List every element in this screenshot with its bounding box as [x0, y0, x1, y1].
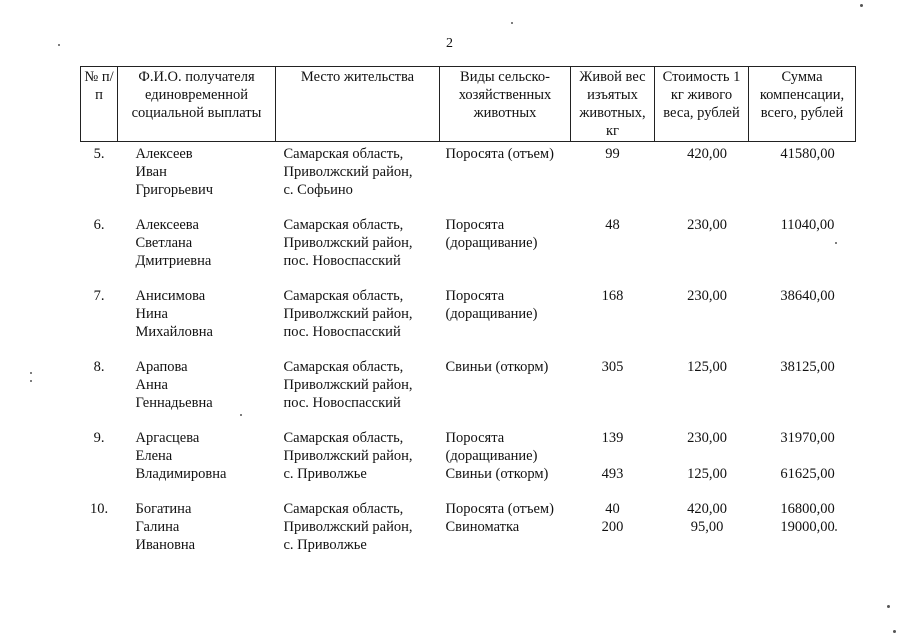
live-weight-line — [574, 447, 652, 465]
cost-per-kg-cell — [655, 358, 749, 429]
recipient-name-line: Геннадьевна — [135, 395, 213, 411]
live-weight-cell — [571, 216, 655, 287]
residence-line: Самарская область, — [283, 501, 404, 517]
row-number-text: 9. — [93, 430, 105, 446]
row-number-cell — [81, 429, 118, 500]
header-number: № п/п — [81, 67, 118, 142]
residence-line: пос. Новоспасский — [283, 253, 401, 269]
compensation-sum-line — [763, 447, 853, 465]
table-row — [81, 500, 856, 571]
recipient-name-line: Дмитриевна — [135, 253, 212, 269]
cost-per-kg-cell — [655, 287, 749, 358]
recipient-name-cell — [118, 142, 276, 217]
residence-line: Самарская область, — [283, 288, 404, 304]
residence-cell — [276, 142, 440, 217]
recipient-name-line: Богатина — [135, 501, 192, 517]
scan-speck — [511, 22, 513, 24]
animal-type-cell — [440, 142, 571, 217]
cost-per-kg-cell — [655, 500, 749, 571]
recipient-name-line: Алексеева — [135, 217, 199, 233]
live-weight-line: 493 — [601, 466, 624, 482]
residence-line: с. Софьино — [283, 182, 353, 198]
recipient-name-line: Аргасцева — [135, 430, 200, 446]
residence-line: Приволжский район, — [283, 519, 413, 535]
recipient-name-cell — [118, 500, 276, 571]
live-weight-cell — [571, 142, 655, 217]
live-weight-cell — [571, 429, 655, 500]
scan-speck — [58, 44, 60, 46]
header-recipient-name: Ф.И.О. получателя единовременной социальной выплаты — [118, 67, 276, 142]
residence-line: пос. Новоспасский — [283, 395, 401, 411]
table-body — [81, 142, 856, 572]
row-number-cell — [81, 500, 118, 571]
residence-line: пос. Новоспасский — [283, 324, 401, 340]
live-weight-cell — [571, 287, 655, 358]
cost-per-kg-line: 125,00 — [687, 359, 727, 375]
residence-line: с. Приволжье — [283, 466, 367, 482]
cost-per-kg-cell — [655, 216, 749, 287]
residence-cell — [276, 216, 440, 287]
row-number-cell — [81, 216, 118, 287]
compensation-sum-line: 38640,00 — [780, 288, 835, 304]
header-animal-type: Виды сельско-хозяйственных животных — [440, 67, 571, 142]
recipient-name-cell — [118, 287, 276, 358]
animal-type-line: (доращивание) — [445, 306, 538, 322]
compensation-sum-line: 31970,00 — [780, 430, 835, 446]
compensation-sum-cell — [749, 500, 856, 571]
cost-per-kg-line: 95,00 — [690, 519, 724, 535]
live-weight-line: 99 — [605, 146, 620, 162]
residence-line: Самарская область, — [283, 217, 404, 233]
animal-type-cell — [440, 429, 571, 500]
row-number-text: 5. — [93, 146, 105, 162]
compensation-table — [80, 66, 856, 571]
animal-type-line: Поросята — [445, 217, 505, 233]
scan-speck — [835, 529, 837, 531]
live-weight-line: 305 — [601, 359, 624, 375]
animal-type-line: (доращивание) — [445, 448, 538, 464]
header-compensation-sum: Сумма компенсации, всего, рублей — [749, 67, 856, 142]
recipient-name-line: Алексеев — [135, 146, 193, 162]
cost-per-kg-line: 420,00 — [687, 501, 727, 517]
scan-speck — [860, 4, 863, 7]
recipient-name-line: Елена — [135, 448, 173, 464]
live-weight-line: 40 — [605, 501, 620, 517]
live-weight-line: 168 — [601, 288, 624, 304]
residence-cell — [276, 500, 440, 571]
residence-line: с. Приволжье — [283, 537, 367, 553]
animal-type-cell — [440, 216, 571, 287]
row-number-text: 6. — [93, 217, 105, 233]
animal-type-line: Поросята — [445, 288, 505, 304]
animal-type-cell — [440, 358, 571, 429]
row-number-cell — [81, 358, 118, 429]
compensation-sum-line: 11040,00 — [780, 217, 835, 233]
recipient-name-line: Нина — [135, 306, 168, 322]
residence-line: Приволжский район, — [283, 235, 413, 251]
header-live-weight: Живой вес изъятых животных, кг — [571, 67, 655, 142]
cost-per-kg-line — [669, 447, 746, 465]
table-row — [81, 216, 856, 287]
cost-per-kg-line: 420,00 — [687, 146, 727, 162]
recipient-name-line: Владимировна — [135, 466, 227, 482]
animal-type-line: Поросята (отъем) — [445, 501, 554, 517]
scan-speck — [887, 605, 890, 608]
recipient-name-line: Светлана — [135, 235, 193, 251]
animal-type-line: Свиноматка — [445, 519, 520, 535]
scan-speck — [240, 414, 242, 416]
cost-per-kg-line: 125,00 — [687, 466, 727, 482]
row-number-cell — [81, 287, 118, 358]
row-number-cell — [81, 142, 118, 217]
scan-speck — [30, 372, 32, 374]
table-row — [81, 429, 856, 500]
header-cost-per-kg: Стоимость 1 кг живого веса, рублей — [655, 67, 749, 142]
page-number: 2 — [446, 36, 453, 51]
recipient-name-line: Анисимова — [135, 288, 206, 304]
live-weight-cell — [571, 500, 655, 571]
recipient-name-cell — [118, 358, 276, 429]
residence-line: Самарская область, — [283, 359, 404, 375]
compensation-sum-cell — [749, 287, 856, 358]
recipient-name-line: Григорьевич — [135, 182, 214, 198]
table-header-row — [81, 67, 856, 142]
live-weight-line: 139 — [601, 430, 624, 446]
residence-cell — [276, 429, 440, 500]
recipient-name-line: Арапова — [135, 359, 188, 375]
residence-line: Самарская область, — [283, 146, 404, 162]
recipient-name-line: Иван — [135, 164, 167, 180]
cost-per-kg-cell — [655, 429, 749, 500]
residence-cell — [276, 287, 440, 358]
animal-type-line: Поросята (отъем) — [445, 146, 554, 162]
residence-line: Приволжский район, — [283, 377, 413, 393]
residence-line: Приволжский район, — [283, 306, 413, 322]
residence-line: Самарская область, — [283, 430, 404, 446]
compensation-sum-cell — [749, 429, 856, 500]
residence-line: Приволжский район, — [283, 164, 413, 180]
scan-speck — [30, 380, 32, 382]
animal-type-cell — [440, 287, 571, 358]
animal-type-cell — [440, 500, 571, 571]
compensation-sum-line: 16800,00 — [780, 501, 835, 517]
compensation-sum-line: 38125,00 — [780, 359, 835, 375]
animal-type-line: (доращивание) — [445, 235, 538, 251]
cost-per-kg-line: 230,00 — [687, 217, 727, 233]
table-row — [81, 358, 856, 429]
residence-cell — [276, 358, 440, 429]
scan-speck — [893, 630, 896, 633]
animal-type-line: Свиньи (откорм) — [445, 466, 549, 482]
row-number-text: 7. — [93, 288, 105, 304]
compensation-sum-line: 61625,00 — [780, 466, 835, 482]
compensation-sum-cell — [749, 216, 856, 287]
scan-speck — [835, 242, 837, 244]
compensation-sum-cell — [749, 358, 856, 429]
table-row — [81, 287, 856, 358]
table-row — [81, 142, 856, 217]
cost-per-kg-line: 230,00 — [687, 288, 727, 304]
compensation-sum-line: 19000,00 — [780, 519, 835, 535]
recipient-name-line: Михайловна — [135, 324, 213, 340]
cost-per-kg-cell — [655, 142, 749, 217]
animal-type-line: Поросята — [445, 430, 505, 446]
live-weight-cell — [571, 358, 655, 429]
cost-per-kg-line: 230,00 — [687, 430, 727, 446]
recipient-name-line: Анна — [135, 377, 168, 393]
recipient-name-line: Галина — [135, 519, 180, 535]
header-residence: Место жительства — [276, 67, 440, 142]
row-number-text: 10. — [89, 501, 109, 517]
recipient-name-cell — [118, 216, 276, 287]
recipient-name-cell — [118, 429, 276, 500]
live-weight-line: 200 — [601, 519, 624, 535]
animal-type-line: Свиньи (откорм) — [445, 359, 549, 375]
live-weight-line: 48 — [605, 217, 620, 233]
compensation-sum-line: 41580,00 — [780, 146, 835, 162]
compensation-sum-cell — [749, 142, 856, 217]
row-number-text: 8. — [93, 359, 105, 375]
recipient-name-line: Ивановна — [135, 537, 196, 553]
residence-line: Приволжский район, — [283, 448, 413, 464]
